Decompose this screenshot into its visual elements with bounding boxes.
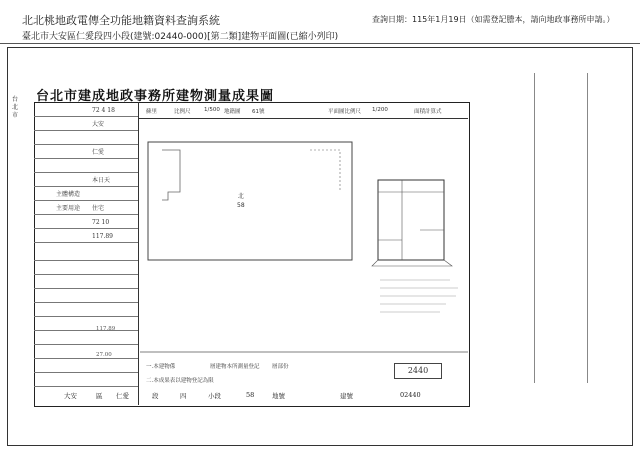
row-value: 72 10 <box>92 219 110 226</box>
side-mark: 台北市 <box>12 96 19 119</box>
area-second: 27.00 <box>96 352 112 358</box>
plan-label <box>237 192 245 210</box>
address-part: 地號 <box>272 392 285 400</box>
table-row <box>34 190 138 201</box>
document-title: 台北市建成地政事務所建物測量成果圖 <box>36 89 275 104</box>
address-part: 仁愛 <box>116 392 129 400</box>
note-line: 二.本成果表以建物登記為限 <box>146 378 214 384</box>
plan-header-cell: 地籍圖 <box>224 109 241 115</box>
table-row <box>34 348 138 359</box>
table-row <box>34 320 138 331</box>
page-subtitle: 臺北市大安區仁愛段四小段(建號:02440-000)[第二類]建物平面圖(已縮小列印) <box>22 32 339 42</box>
address-part: 02440 <box>400 391 421 399</box>
table-row <box>34 306 138 317</box>
table-row <box>34 106 138 117</box>
row-key: 主要用途 <box>56 205 81 212</box>
address-part: 58 <box>246 391 255 399</box>
site-plan-drawing <box>140 120 470 370</box>
row-value: 仁愛 <box>92 149 105 156</box>
plan-header <box>138 102 468 119</box>
plan-header-cell: 面積計算式 <box>414 109 442 115</box>
table-row <box>34 148 138 159</box>
area-total: 117.89 <box>96 326 116 332</box>
address-part: 大安 <box>64 392 77 400</box>
table-row <box>34 264 138 275</box>
note-line: 一.本建物係 <box>146 364 176 370</box>
table-row <box>34 334 138 345</box>
query-date: 查詢日期：115年1月19日（如需登記謄本，請向地政事務所申請。） <box>372 15 615 24</box>
plan-header-cell: 1/200 <box>372 107 388 113</box>
info-table <box>34 102 139 405</box>
right-column-line <box>587 73 588 383</box>
plan-label-line: 58 <box>237 202 245 209</box>
plan-header-cell: 蘇里 <box>146 109 158 115</box>
address-part: 四 <box>180 392 187 400</box>
row-key: 主體構造 <box>56 191 81 198</box>
address-part: 段 <box>152 392 159 400</box>
row-value: 本日天 <box>92 177 111 184</box>
row-value: 117.89 <box>92 233 113 240</box>
header-divider <box>0 43 640 44</box>
row-value: 住宅 <box>92 205 105 212</box>
table-row <box>34 376 138 387</box>
table-row <box>34 292 138 303</box>
table-row <box>34 278 138 289</box>
row-value: 72 4 18 <box>92 107 115 114</box>
table-row <box>34 232 138 243</box>
address-part: 小段 <box>208 392 221 400</box>
table-row <box>34 204 138 215</box>
row-value: 大安 <box>92 121 105 128</box>
note-line: 層部份 <box>272 364 289 370</box>
note-line: 層建物本所測量登記 <box>210 364 260 370</box>
table-row <box>34 250 138 261</box>
page-title: 北北桃地政電傳全功能地籍資料查詢系統 <box>22 14 220 27</box>
table-row <box>34 162 138 173</box>
table-row <box>34 120 138 131</box>
plan-header-cell: 1/500 <box>204 107 220 113</box>
right-column-line <box>534 73 535 383</box>
plan-label-line: 北 <box>237 193 244 200</box>
address-part: 區 <box>96 392 103 400</box>
plan-header-cell: 61號 <box>252 109 265 115</box>
table-row <box>34 362 138 373</box>
address-part: 建號 <box>340 392 353 400</box>
signature-box: 2440 <box>394 363 442 379</box>
table-row <box>34 218 138 229</box>
plan-header-cell: 平面圖比例尺 <box>328 109 362 115</box>
plan-header-cell: 比例尺 <box>174 109 191 115</box>
table-row <box>34 134 138 145</box>
table-row <box>34 176 138 187</box>
